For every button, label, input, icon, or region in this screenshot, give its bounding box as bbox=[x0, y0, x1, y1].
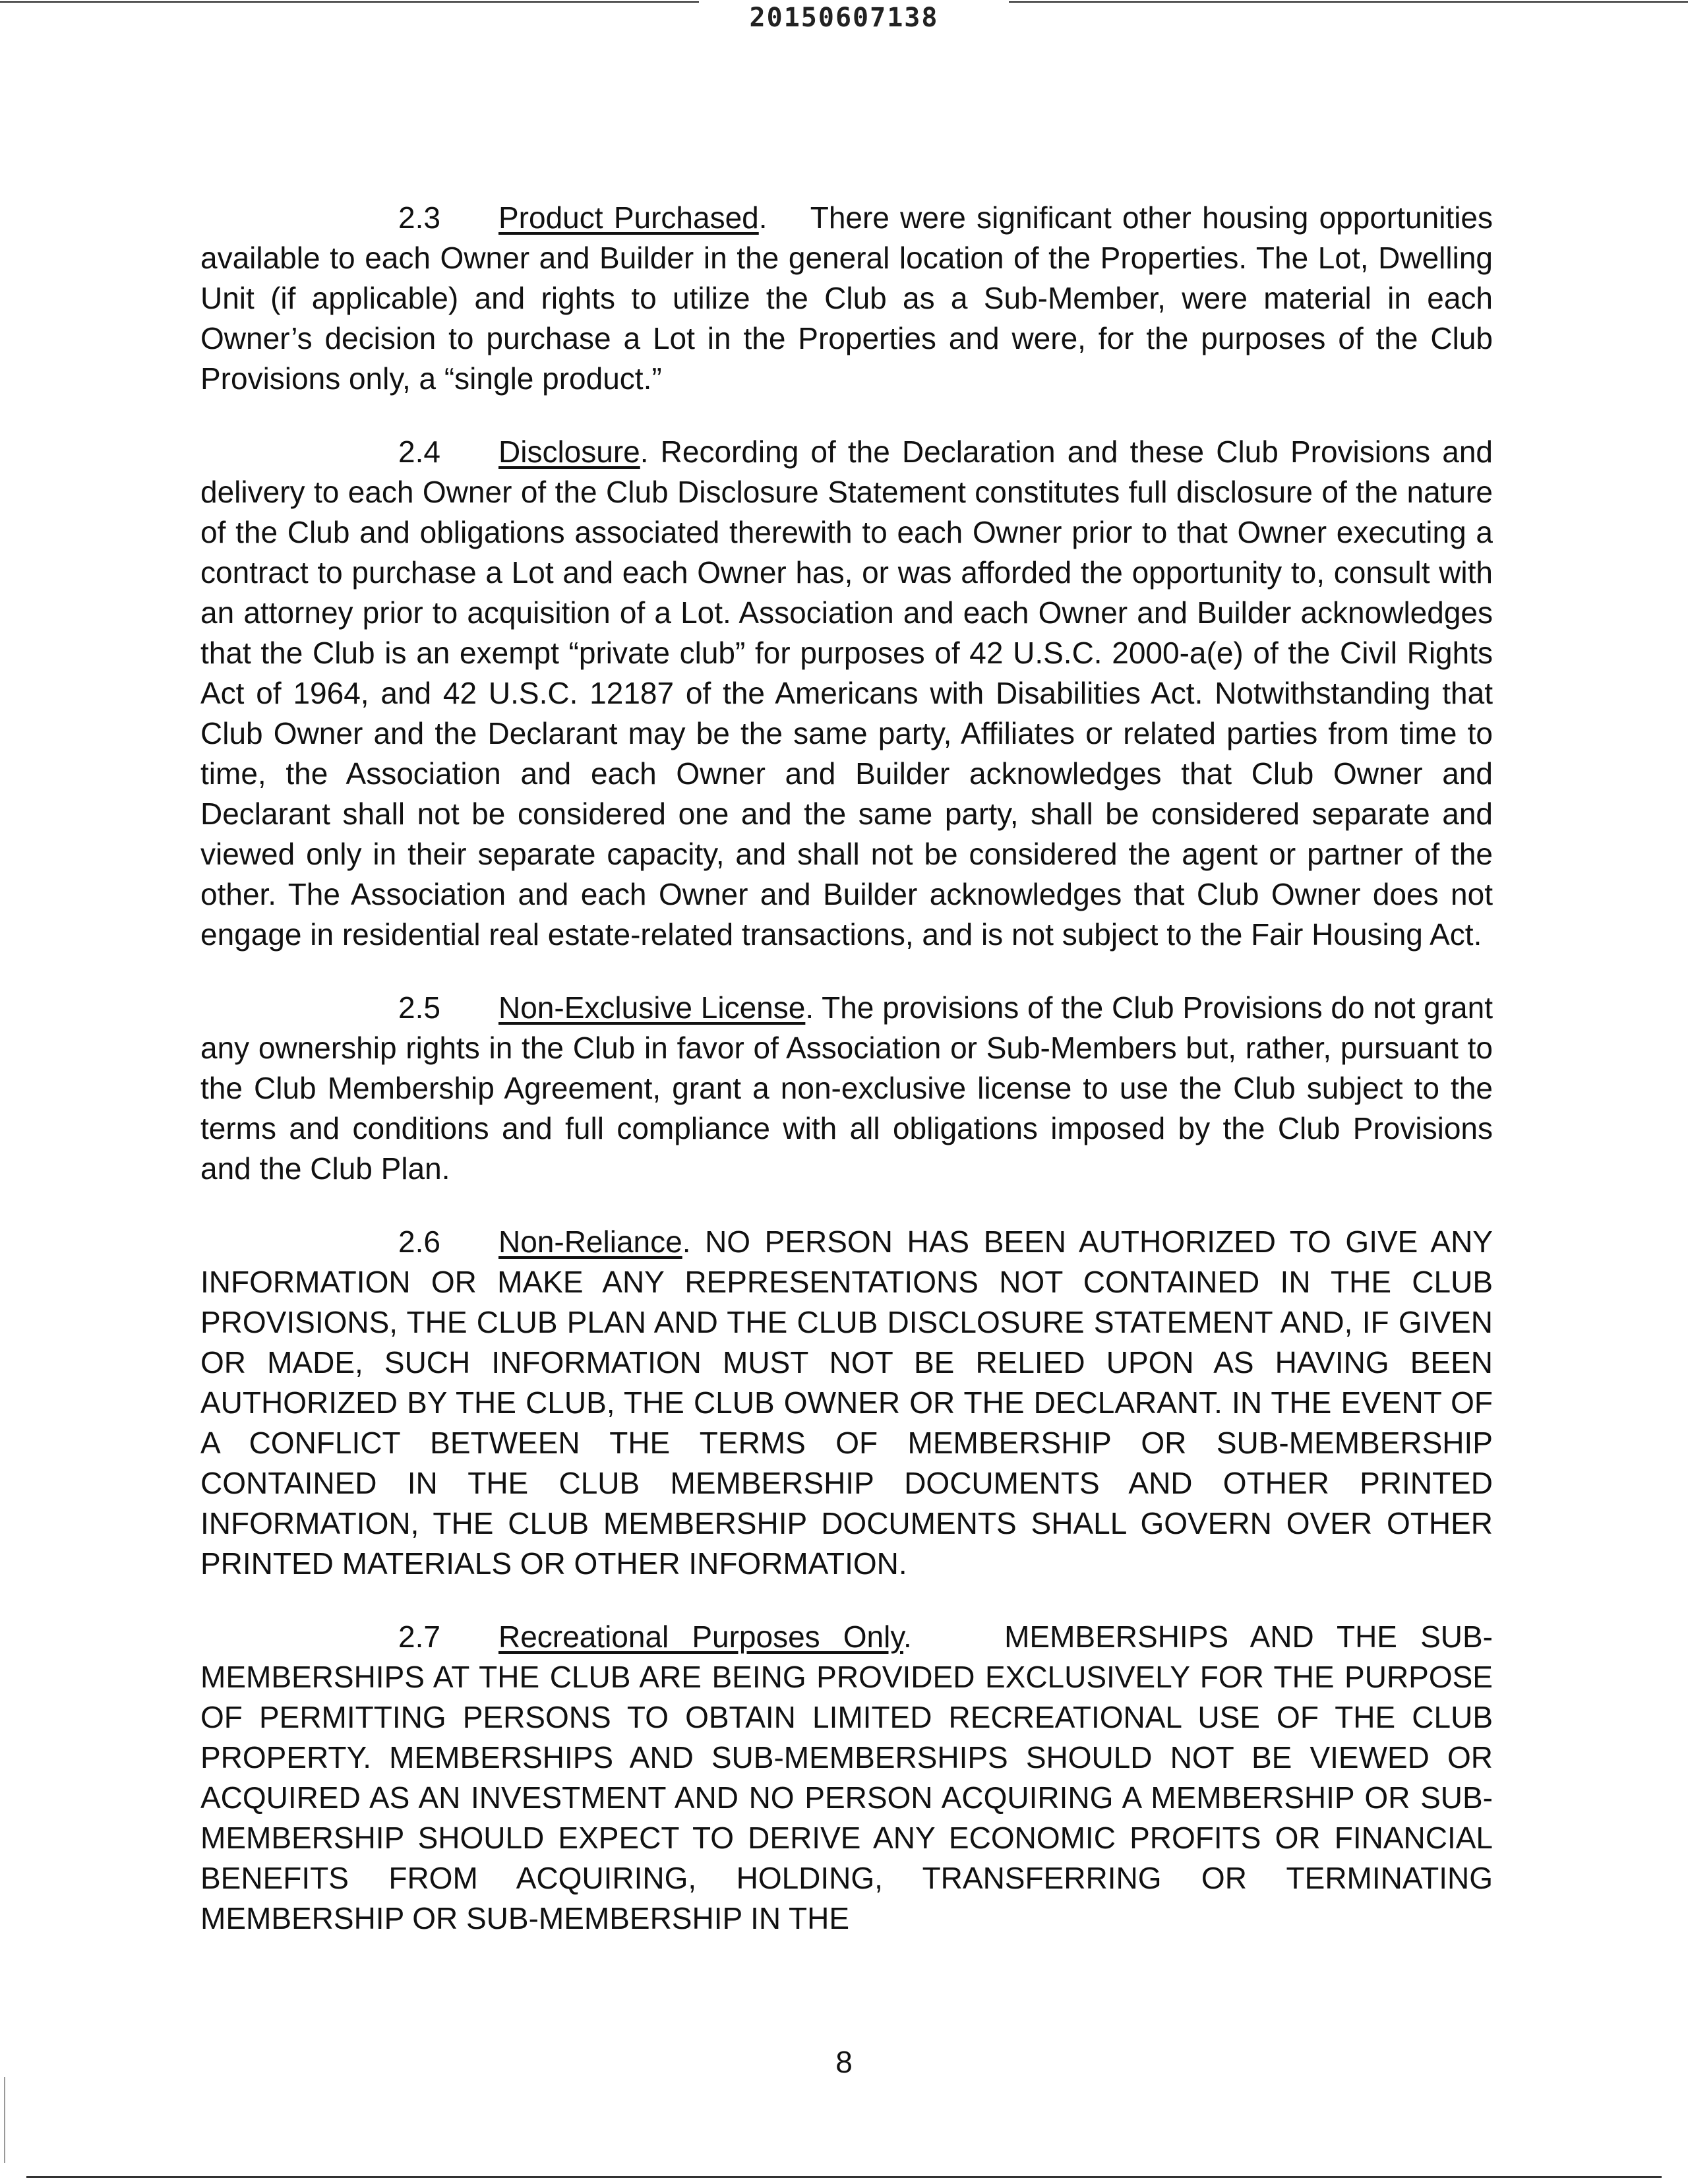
section-number: 2.6 bbox=[398, 1225, 440, 1259]
section-text: There were significant other housing opportunities available to each Owner and Builder in the general location of the Properties. The Lot, Dwelling Unit (if applicable) and rights to utilize the Club as a Sub-Member, were material in each Owner’s decision to purchase a Lot in the Properties and were, for the purposes of the Club Provisions only, a “single product.” bbox=[200, 200, 1493, 396]
section-text: MEMBERSHIPS AND THE SUB-MEMBERSHIPS AT THE CLUB ARE BEING PROVIDED EXCLUSIVELY FOR THE PURPOSE OF PERMITTING PERSONS TO OBTAIN LIMITED RECREATIONAL USE OF THE CLUB PROPERTY. MEMBERSHIPS AND SUB-MEMBERSHIPS SHOULD NOT BE VIEWED OR ACQUIRED AS AN INVESTMENT AND NO PERSON ACQUIRING A MEMBERSHIP OR SUB-MEMBERSHIP SHOULD EXPECT TO DERIVE ANY ECONOMIC PROFITS OR FINANCIAL BENEFITS FROM ACQUIRING, HOLDING, TRANSFERRING OR TERMINATING MEMBERSHIP OR SUB-MEMBERSHIP IN THE bbox=[200, 1620, 1493, 1935]
scan-edge-mark bbox=[4, 2077, 5, 2163]
section-heading: Product Purchased bbox=[498, 200, 759, 235]
section-2-5: 2.5 Non-Exclusive License. The provisions of the Club Provisions do not grant any ownership rights in the Club in favor of Association or Sub-Members but, rather, pursuant to the Club Membership Agreement, grant a non-exclusive license to use the Club subject to the terms and conditions and full compliance with all obligations imposed by the Club Provisions and the Club Plan. bbox=[200, 988, 1493, 1189]
section-heading: Non-Reliance bbox=[498, 1225, 682, 1259]
document-number: 20150607138 bbox=[749, 3, 939, 33]
page-number: 8 bbox=[835, 2045, 853, 2079]
section-heading: Disclosure bbox=[498, 435, 640, 469]
document-body bbox=[200, 198, 1493, 1972]
section-2-6: 2.6 Non-Reliance. NO PERSON HAS BEEN AUTHORIZED TO GIVE ANY INFORMATION OR MAKE ANY REPRESENTATIONS NOT CONTAINED IN THE CLUB PROVISIONS, THE CLUB PLAN AND THE CLUB DISCLOSURE STATEMENT AND, IF GIVEN OR MADE, SUCH INFORMATION MUST NOT BE RELIED UPON AS HAVING BEEN AUTHORIZED BY THE CLUB, THE CLUB OWNER OR THE DECLARANT. IN THE EVENT OF A CONFLICT BETWEEN THE TERMS OF MEMBERSHIP OR SUB-MEMBERSHIP CONTAINED IN THE CLUB MEMBERSHIP DOCUMENTS AND OTHER PRINTED INFORMATION, THE CLUB MEMBERSHIP DOCUMENTS SHALL GOVERN OVER OTHER PRINTED MATERIALS OR OTHER INFORMATION. bbox=[200, 1222, 1493, 1584]
bottom-rule bbox=[26, 2176, 1662, 2178]
section-heading: Recreational Purposes Only bbox=[498, 1620, 903, 1654]
section-number: 2.4 bbox=[398, 435, 440, 469]
section-2-4: 2.4 Disclosure. Recording of the Declaration and these Club Provisions and delivery to each Owner of the Club Disclosure Statement constitutes full disclosure of the nature of the Club and obligations associated therewith to each Owner prior to that Owner executing a contract to purchase a Lot and each Owner has, or was afforded the opportunity to, consult with an attorney prior to acquisition of a Lot. Association and each Owner and Builder acknowledges that the Club is an exempt “private club” for purposes of 42 U.S.C. 2000-a(e) of the Civil Rights Act of 1964, and 42 U.S.C. 12187 of the Americans with Disabilities Act. Notwithstanding that Club Owner and the Declarant may be the same party, Affiliates or related parties from time to time, the Association and each Owner and Builder acknowledges that Club Owner and Declarant shall not be considered one and the same party, shall be considered separate and viewed only in their separate capacity, and shall not be considered the agent or partner of the other. The Association and each Owner and Builder acknowledges that Club Owner does not engage in residential real estate-related transactions, and is not subject to the Fair Housing Act. bbox=[200, 432, 1493, 955]
section-2-7: 2.7 Recreational Purposes Only. MEMBERSHIPS AND THE SUB-MEMBERSHIPS AT THE CLUB ARE BEING PROVIDED EXCLUSIVELY FOR THE PURPOSE OF PERMITTING PERSONS TO OBTAIN LIMITED RECREATIONAL USE OF THE CLUB PROPERTY. MEMBERSHIPS AND SUB-MEMBERSHIPS SHOULD NOT BE VIEWED OR ACQUIRED AS AN INVESTMENT AND NO PERSON ACQUIRING A MEMBERSHIP OR SUB-MEMBERSHIP SHOULD EXPECT TO DERIVE ANY ECONOMIC PROFITS OR FINANCIAL BENEFITS FROM ACQUIRING, HOLDING, TRANSFERRING OR TERMINATING MEMBERSHIP OR SUB-MEMBERSHIP IN THE bbox=[200, 1617, 1493, 1939]
section-text: The provisions of the Club Provisions do not grant any ownership rights in the Club in favor of Association or Sub-Members but, rather, pursuant to the Club Membership Agreement, grant a non-exclusive license to use the Club subject to the terms and conditions and full compliance with all obligations imposed by the Club Provisions and the Club Plan. bbox=[200, 990, 1493, 1186]
section-text: NO PERSON HAS BEEN AUTHORIZED TO GIVE ANY INFORMATION OR MAKE ANY REPRESENTATIONS NOT CONTAINED IN THE CLUB PROVISIONS, THE CLUB PLAN AND THE CLUB DISCLOSURE STATEMENT AND, IF GIVEN OR MADE, SUCH INFORMATION MUST NOT BE RELIED UPON AS HAVING BEEN AUTHORIZED BY THE CLUB, THE CLUB OWNER OR THE DECLARANT. IN THE EVENT OF A CONFLICT BETWEEN THE TERMS OF MEMBERSHIP OR SUB-MEMBERSHIP CONTAINED IN THE CLUB MEMBERSHIP DOCUMENTS AND OTHER PRINTED INFORMATION, THE CLUB MEMBERSHIP DOCUMENTS SHALL GOVERN OVER OTHER PRINTED MATERIALS OR OTHER INFORMATION. bbox=[200, 1225, 1493, 1581]
section-text: Recording of the Declaration and these Club Provisions and delivery to each Owner of the Club Disclosure Statement constitutes full disclosure of the nature of the Club and obligations associated therewith to each Owner prior to that Owner executing a contract to purchase a Lot and each Owner has, or was afforded the opportunity to, consult with an attorney prior to acquisition of a Lot. Association and each Owner and Builder acknowledges that the Club is an exempt “private club” for purposes of 42 U.S.C. 2000-a(e) of the Civil Rights Act of 1964, and 42 U.S.C. 12187 of the Americans with Disabilities Act. Notwithstanding that Club Owner and the Declarant may be the same party, Affiliates or related parties from time to time, the Association and each Owner and Builder acknowledges that Club Owner and Declarant shall not be considered one and the same party, shall be considered separate and viewed only in their separate capacity, and shall not be considered the agent or partner of the other. The Association and each Owner and Builder acknowledges that Club Owner does not engage in residential real estate-related transactions, and is not subject to the Fair Housing Act. bbox=[200, 435, 1493, 952]
section-number: 2.3 bbox=[398, 200, 440, 235]
section-2-3: 2.3 Product Purchased. There were significant other housing opportunities available to each Owner and Builder in the general location of the Properties. The Lot, Dwelling Unit (if applicable) and rights to utilize the Club as a Sub-Member, were material in each Owner’s decision to purchase a Lot in the Properties and were, for the purposes of the Club Provisions only, a “single product.” bbox=[200, 198, 1493, 399]
section-number: 2.5 bbox=[398, 990, 440, 1025]
section-number: 2.7 bbox=[398, 1620, 440, 1654]
section-heading: Non-Exclusive License bbox=[498, 990, 806, 1025]
